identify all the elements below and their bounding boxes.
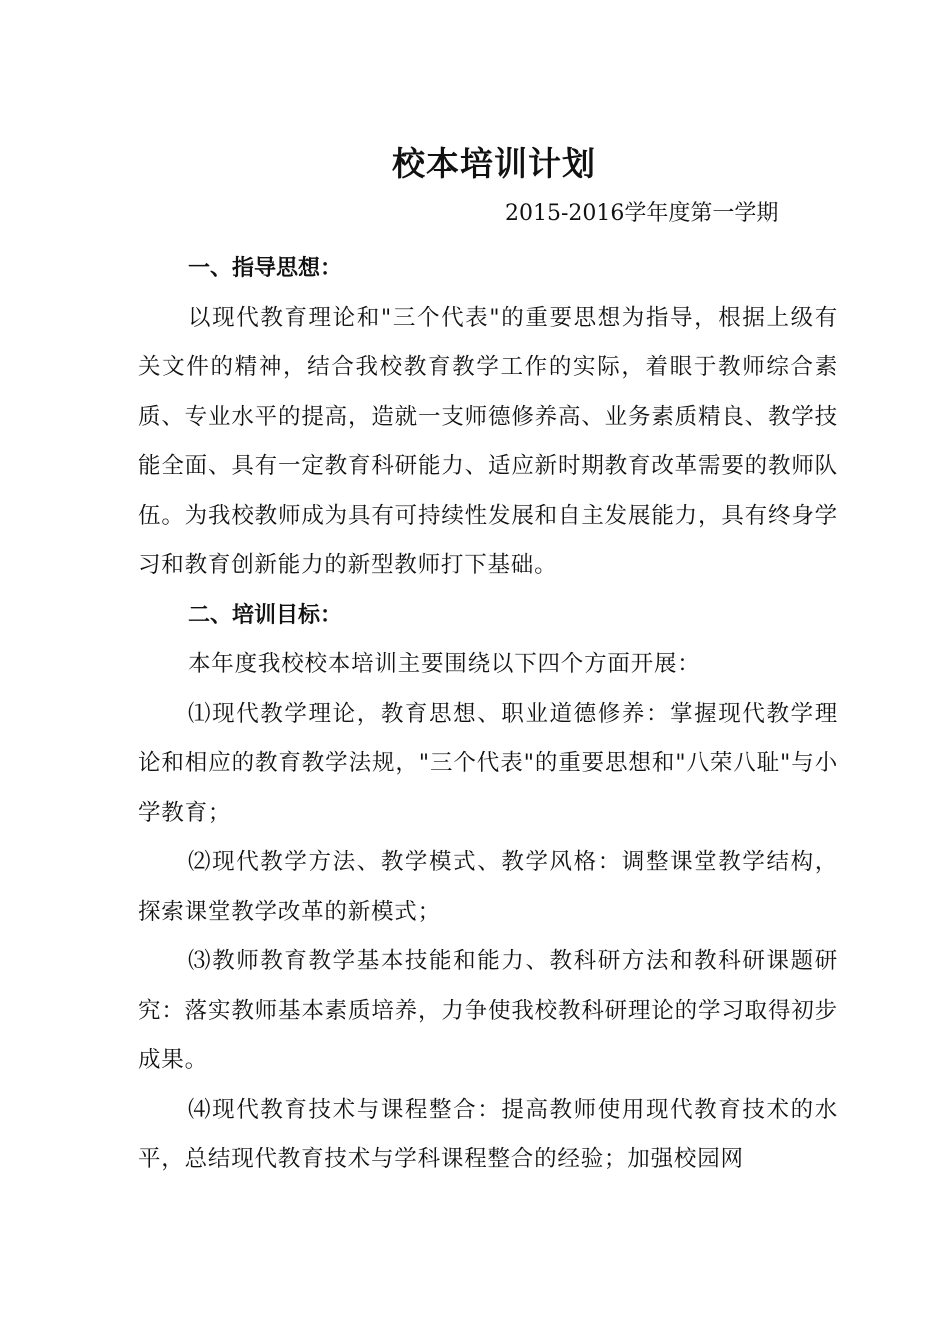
- document-title: 校本培训计划: [392, 144, 596, 183]
- section-training-goals: [138, 591, 838, 1185]
- document-body: [138, 244, 838, 1185]
- paragraph: ⑵现代教学方法、教学模式、教学风格：调整课堂教学结构，探索课堂教学改革的新模式；: [138, 849, 838, 925]
- paragraph: 本年度我校校本培训主要围绕以下四个方面开展：: [188, 651, 701, 677]
- section-heading: 一、指导思想：: [188, 256, 343, 281]
- document-subtitle: 2015-2016学年度第一学期: [505, 201, 779, 226]
- section-guiding-ideology: [138, 244, 838, 591]
- paragraph: ⑶教师教育教学基本技能和能力、教科研方法和教科研课题研究：落实教师基本素质培养，力争使我校教科研理论的学习取得初步成果。: [138, 948, 838, 1073]
- paragraph: ⑴现代教学理论，教育思想、职业道德修养：掌握现代教学理论和相应的教育教学法规，"三个代表"的重要思想和"八荣八耻"与小学教育；: [138, 700, 838, 826]
- section-heading: 二、培训目标：: [188, 602, 343, 628]
- paragraph: ⑷现代教育技术与课程整合：提高教师使用现代教育技术的水平，总结现代教育技术与学科课程整合的经验；加强校园网: [138, 1096, 838, 1172]
- paragraph: 以现代教育理论和"三个代表"的重要思想为指导，根据上级有关文件的精神，结合我校教育教学工作的实际，着眼于教师综合素质、专业水平的提高，造就一支师德修养高、业务素质精良、教学技能全面、具有一定教育科研能力、适应新时期教育改革需要的教师队伍。为我校教师成为具有可持续性发展和自主发展能力，具有终身学习和教育创新能力的新型教师打下基础。: [138, 304, 838, 578]
